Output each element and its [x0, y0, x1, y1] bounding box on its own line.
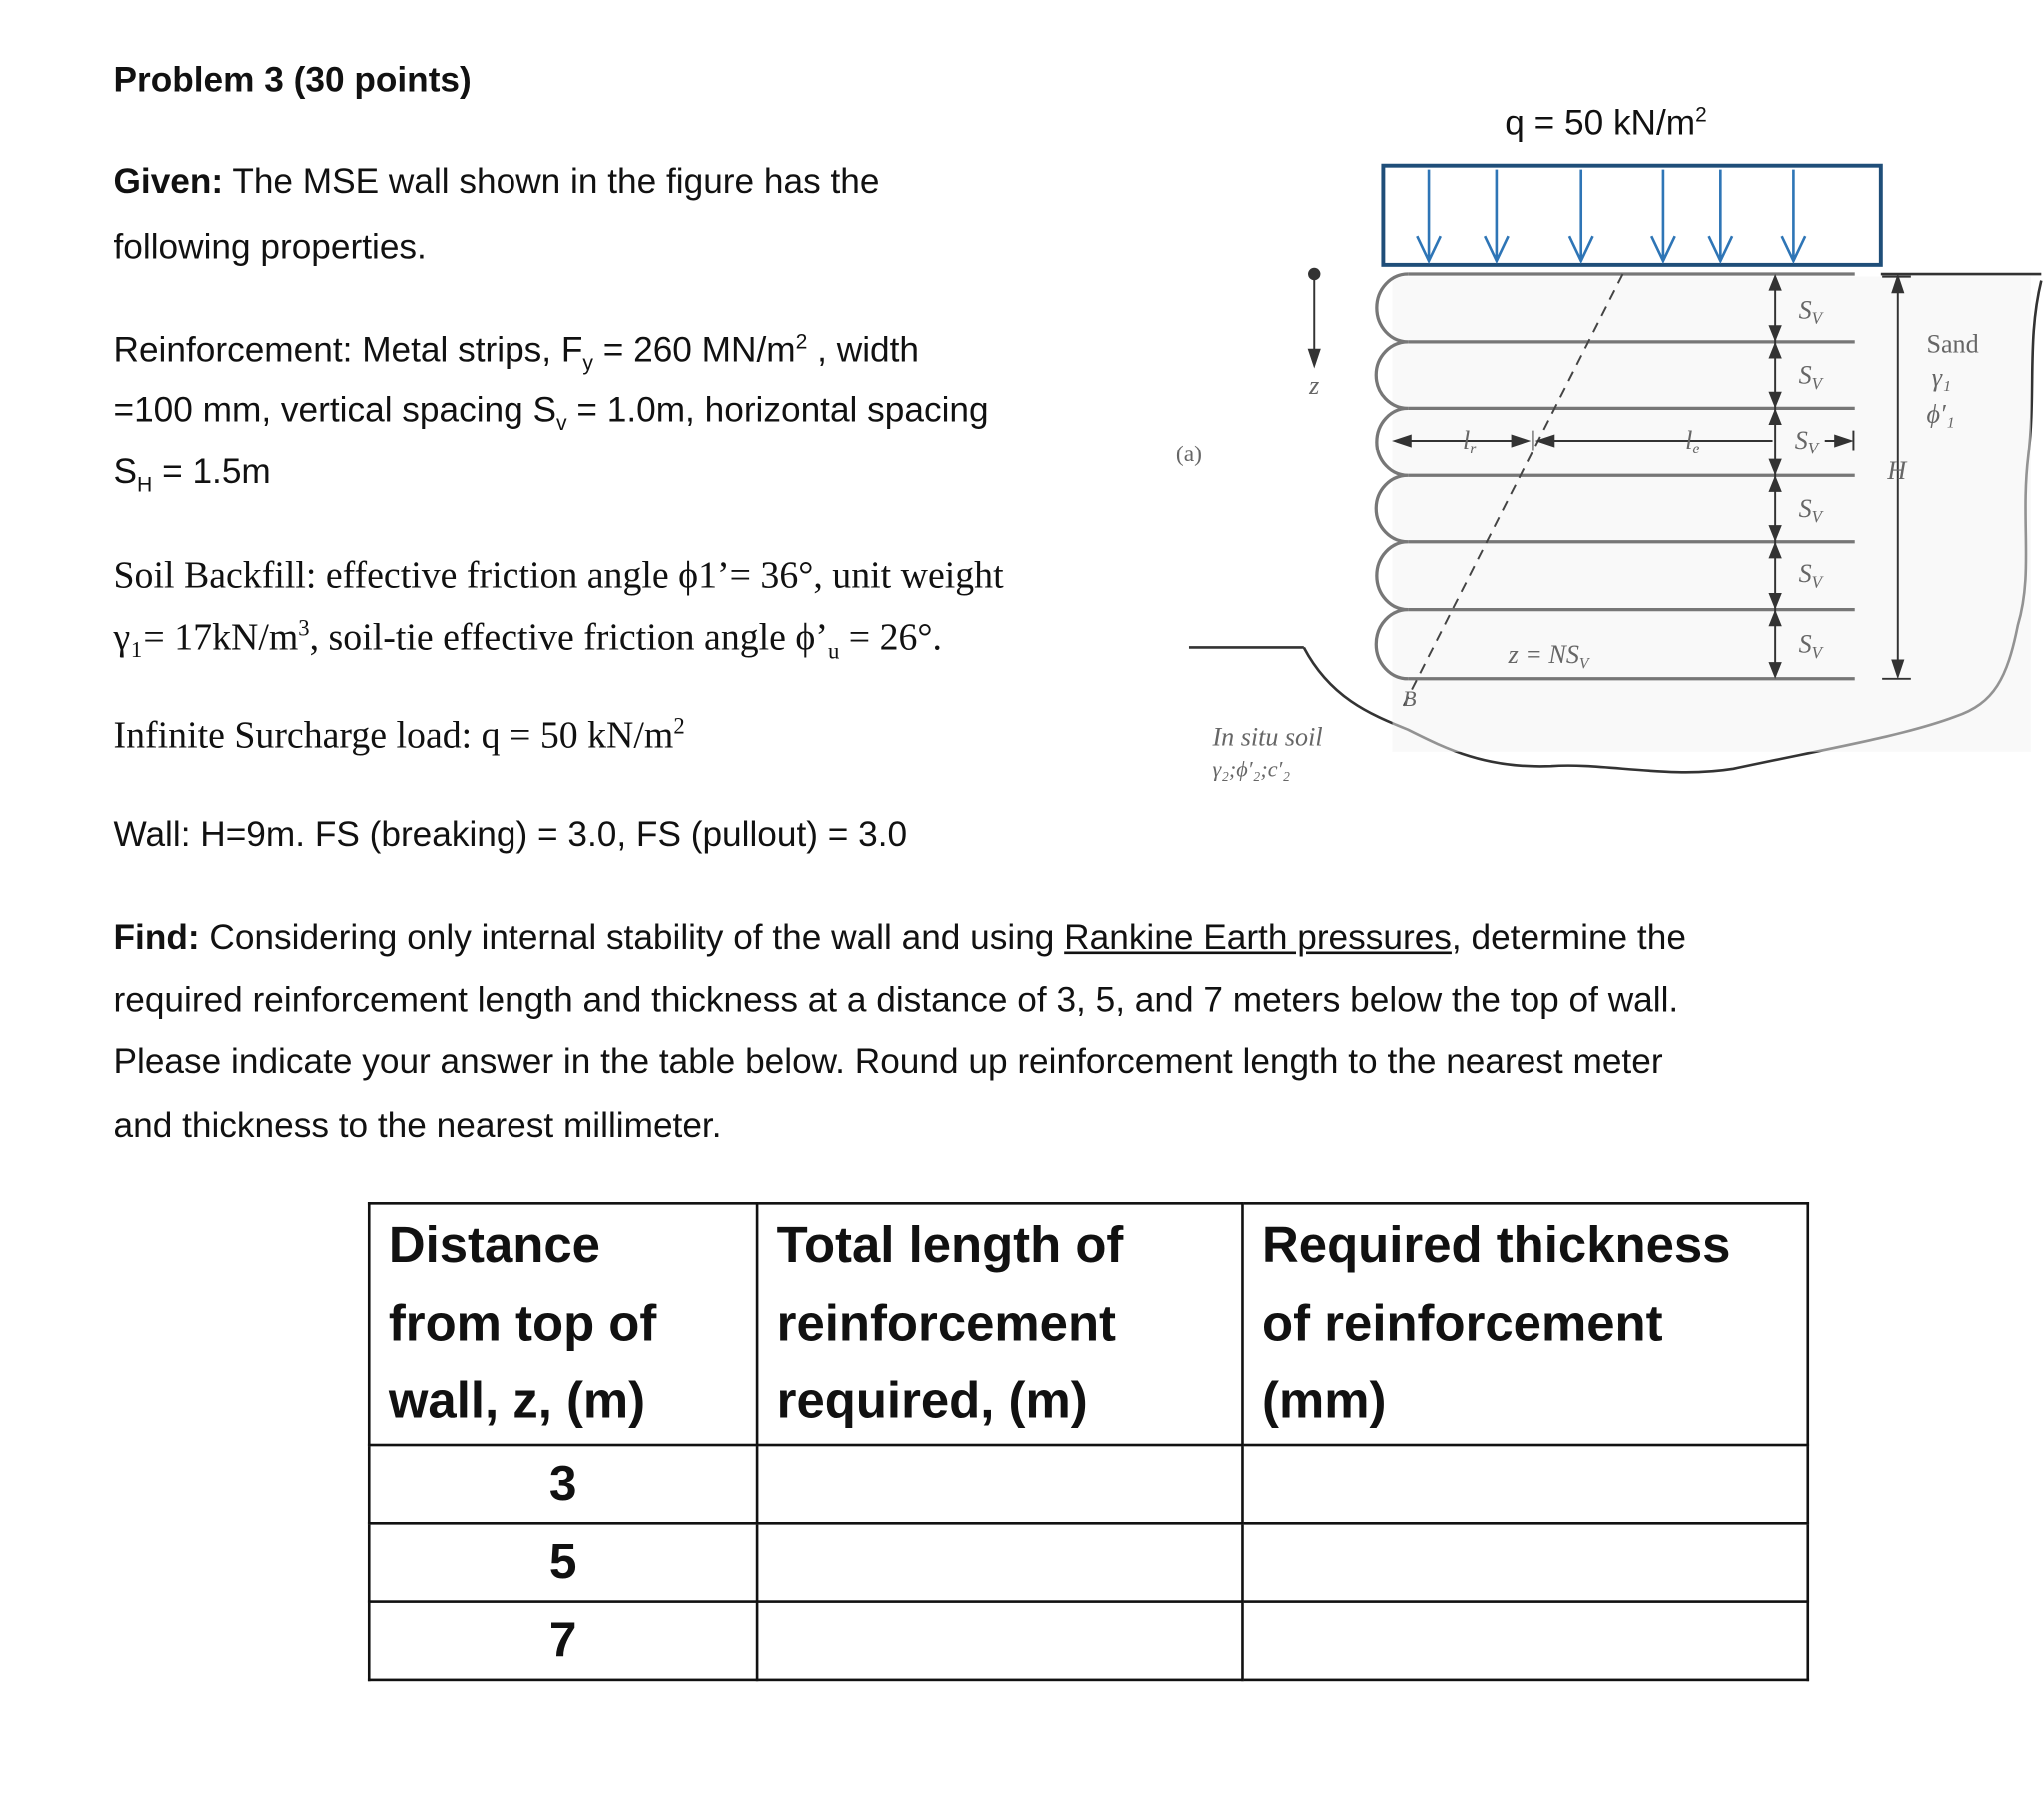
- table-row: [369, 1602, 1807, 1680]
- b-label: B: [1402, 686, 1417, 712]
- text: S: [113, 451, 138, 491]
- text: reinforcement: [776, 1295, 1117, 1352]
- sub: V: [1811, 642, 1823, 662]
- sub: u: [827, 637, 840, 664]
- problem-title: Problem 3 (30 points): [113, 60, 472, 100]
- soil-line-1: Soil Backfill: effective friction angle ϕ1’= 36°, unit weight: [113, 554, 1004, 597]
- text: S: [1794, 425, 1808, 454]
- text: wall, z, (m): [388, 1373, 646, 1430]
- text: , soil-tie effective friction angle ϕ’: [309, 617, 828, 659]
- sup: 2: [673, 712, 685, 739]
- text: = 1.5m: [152, 451, 271, 491]
- phi1-label: ϕ′₁: [1926, 399, 1955, 429]
- distance-cell: 7: [369, 1602, 757, 1680]
- text: =100 mm, vertical spacing S: [113, 390, 557, 430]
- sub: V: [1578, 655, 1589, 673]
- table-header-row: [369, 1203, 1807, 1445]
- surcharge-arrows: [1417, 170, 1805, 261]
- text: l: [1685, 425, 1693, 454]
- h-label: H: [1887, 456, 1907, 486]
- distance-cell: 3: [369, 1445, 757, 1523]
- find-label: Find:: [113, 917, 200, 957]
- sub: V: [1811, 373, 1823, 393]
- table-row: [369, 1445, 1807, 1523]
- insitu-label: In situ soil: [1212, 722, 1323, 752]
- text: Required thickness: [1262, 1217, 1731, 1274]
- surcharge-box: [1383, 166, 1880, 265]
- find-line-3: Please indicate your answer in the table below. Round up reinforcement length to the nearest meter: [113, 1041, 1663, 1081]
- text: q = 50 kN/m: [1505, 103, 1696, 143]
- text: from top of: [388, 1295, 657, 1352]
- length-answer-cell[interactable]: [757, 1602, 1242, 1680]
- given-label: Given:: [113, 161, 224, 201]
- sub: V: [1811, 507, 1823, 527]
- sub: V: [1811, 572, 1823, 592]
- figure-a-label: (a): [1175, 441, 1202, 467]
- sup: 2: [795, 330, 808, 354]
- answer-table: [368, 1202, 1809, 1681]
- text: S: [1798, 494, 1812, 524]
- given-line-2: following properties.: [113, 227, 427, 267]
- sub: V: [1811, 308, 1823, 328]
- header-length: [757, 1203, 1242, 1445]
- text: z = NS: [1508, 640, 1579, 670]
- sub: y: [582, 351, 593, 375]
- text: = 260 MN/m: [592, 330, 796, 370]
- sub: e: [1692, 441, 1700, 458]
- sup: 2: [1695, 103, 1707, 127]
- sub: r: [1470, 441, 1477, 458]
- text: , determine the: [1451, 917, 1686, 957]
- text: S: [1798, 360, 1812, 390]
- sub: v: [556, 411, 567, 436]
- text: S: [1798, 295, 1812, 325]
- find-line-2: required reinforcement length and thickness at a distance of 3, 5, and 7 meters below the top of wall.: [113, 980, 1679, 1020]
- insitu-props-label: γ₂;ϕ′₂;c′₂: [1212, 756, 1291, 782]
- text: Infinite Surcharge load: q = 50 kN/m: [113, 714, 674, 757]
- text: of reinforcement: [1262, 1295, 1663, 1352]
- table-row: [369, 1523, 1807, 1601]
- thickness-answer-cell[interactable]: [1242, 1523, 1807, 1601]
- thickness-answer-cell[interactable]: [1242, 1602, 1807, 1680]
- text: S: [1798, 559, 1812, 589]
- text: Total length of: [776, 1217, 1124, 1274]
- length-answer-cell[interactable]: [757, 1523, 1242, 1601]
- text: l: [1462, 425, 1471, 454]
- sub: H: [137, 473, 153, 497]
- sand-label: Sand: [1926, 329, 1979, 359]
- text: required, (m): [776, 1373, 1088, 1430]
- find-line-4: and thickness to the nearest millimeter.: [113, 1105, 722, 1145]
- text: Distance: [388, 1217, 600, 1274]
- q-label: [1505, 103, 1706, 142]
- text: , width: [807, 330, 920, 370]
- header-distance: [369, 1203, 757, 1445]
- text: S: [1798, 629, 1812, 659]
- length-answer-cell[interactable]: [757, 1445, 1242, 1523]
- gamma1-label: γ₁: [1931, 363, 1952, 393]
- z-ns-label: [1508, 640, 1591, 672]
- header-thickness: [1242, 1203, 1807, 1445]
- text: Reinforcement: Metal strips, F: [113, 330, 583, 370]
- wall-line: Wall: H=9m. FS (breaking) = 3.0, FS (pullout) = 3.0: [113, 814, 908, 854]
- rankine-link: Rankine Earth pressures: [1064, 917, 1452, 957]
- text: (mm): [1262, 1373, 1387, 1430]
- sub: V: [1807, 439, 1819, 458]
- distance-cell: 5: [369, 1523, 757, 1601]
- sup: 3: [298, 614, 310, 641]
- text: = 26°.: [839, 617, 943, 659]
- text: γ₁= 17kN/m: [113, 617, 299, 659]
- text: = 1.0m, horizontal spacing: [566, 390, 989, 430]
- z-label: z: [1309, 371, 1320, 401]
- text: Considering only internal stability of the wall and using: [199, 917, 1065, 957]
- thickness-answer-cell[interactable]: [1242, 1445, 1807, 1523]
- given-text: The MSE wall shown in the figure has the: [223, 161, 880, 201]
